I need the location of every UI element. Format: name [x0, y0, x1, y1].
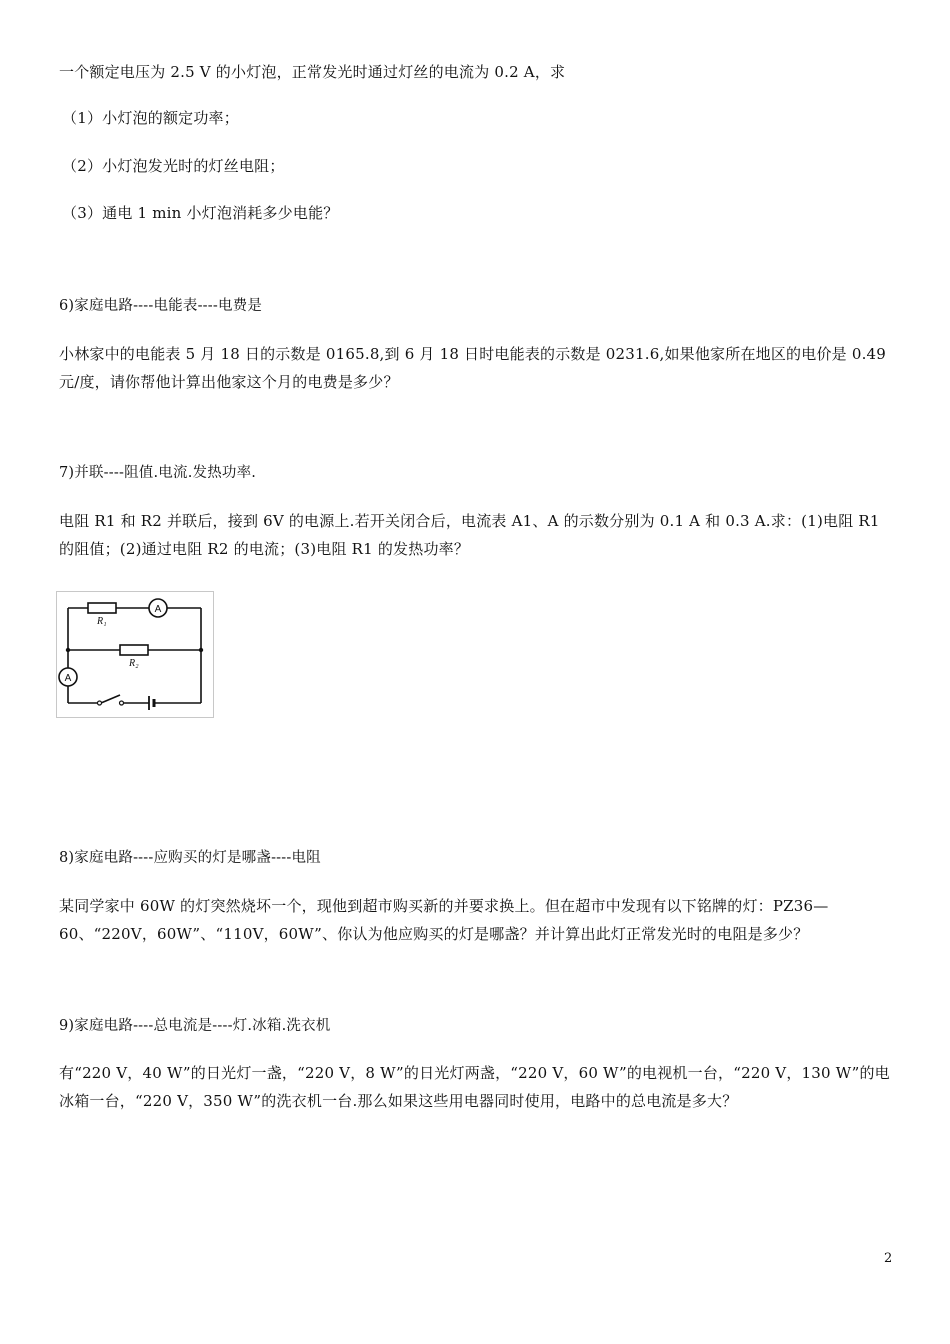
- circuit-diagram: [56, 591, 214, 718]
- q7-body: 电阻 R1 和 R2 并联后，接到 6V 的电源上.若开关闭合后，电流表 A1、A 的示数分别为 0.1 A 和 0.3 A.求：(1)电阻 R1 的阻值；(2)通过电阻 R2 的电流；(3)电阻 R1 的发热功率？: [59, 512, 880, 558]
- q5-part3: （3）通电 1 min 小灯泡消耗多少电能？: [62, 204, 339, 222]
- q6-heading: 6)家庭电路----电能表----电费是: [59, 298, 263, 314]
- q6-body: 小林家中的电能表 5 月 18 日的示数是 0165.8,到 6 月 18 日时电能表的示数是 0231.6,如果他家所在地区的电价是 0.49 元/度，请你帮他计算出他家这个月的电费是多少？: [59, 345, 887, 391]
- q9-body: 有“220 V，40 W”的日光灯一盏，“220 V，8 W”的日光灯两盏，“220 V，60 W”的电视机一台，“220 V，130 W”的电冰箱一台，“220 V，350 W”的洗衣机一台.那么如果这些用电器同时使用，电路中的总电流是多大？: [59, 1064, 890, 1110]
- r2-label: R₂: [129, 658, 139, 669]
- q9-heading: 9)家庭电路----总电流是----灯.冰箱.洗衣机: [59, 1018, 331, 1034]
- q8-heading: 8)家庭电路----应购买的灯是哪盏----电阻: [59, 850, 321, 866]
- q5-part2: （2）小灯泡发光时的灯丝电阻；: [62, 157, 285, 175]
- q5-part1: （1）小灯泡的额定功率；: [62, 109, 239, 127]
- ammeter-a1-label: A: [154, 604, 162, 615]
- page-number: 2: [884, 1251, 893, 1266]
- ammeter-a-label: A: [64, 673, 72, 684]
- r1-label: R₁: [97, 616, 107, 627]
- q5-stem: 一个额定电压为 2.5 V 的小灯泡，正常发光时通过灯丝的电流为 0.2 A，求: [59, 63, 566, 81]
- q8-body: 某同学家中 60W 的灯突然烧坏一个，现他到超市购买新的并要求换上。但在超市中发现有以下铭牌的灯：PZ36—60、“220V，60W”、“110V，60W”、你认为他应购买的灯是哪盏？并计算出此灯正常发光时的电阻是多少？: [59, 897, 829, 943]
- q7-heading: 7)并联----阻值.电流.发热功率.: [59, 465, 257, 481]
